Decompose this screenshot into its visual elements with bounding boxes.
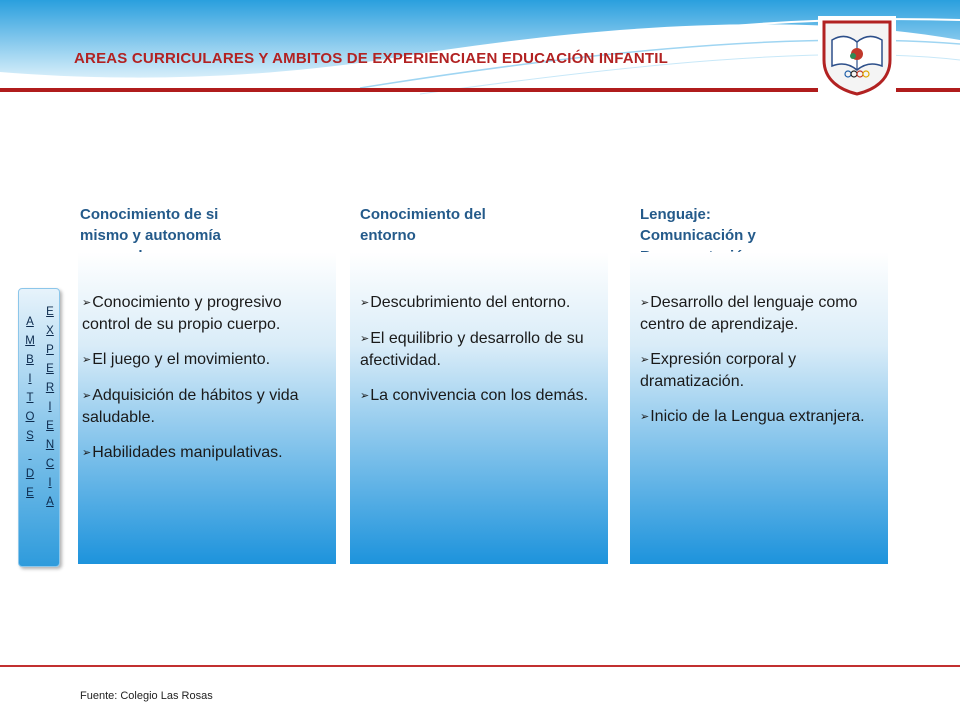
area-title-entorno: Conocimiento del entorno — [360, 206, 486, 244]
arrow-bullet-icon: ➢ — [82, 447, 92, 459]
page-title: AREAS CURRICULARES Y AMBITOS DE EXPERIENCIAEN EDUCACIÓN INFANTIL — [74, 50, 668, 67]
arrow-bullet-icon: ➢ — [640, 297, 650, 309]
arrow-bullet-icon: ➢ — [360, 390, 370, 402]
area-list-lenguaje — [640, 292, 890, 442]
area-panel-lenguaje — [630, 252, 888, 564]
list-item: ➢El juego y el movimiento. — [82, 349, 332, 371]
area-list-autonomia — [82, 292, 332, 478]
area-panel-autonomia — [78, 252, 336, 564]
arrow-bullet-icon: ➢ — [82, 354, 92, 366]
list-item: ➢La convivencia con los demás. — [360, 385, 610, 407]
arrow-bullet-icon: ➢ — [640, 411, 650, 423]
list-item: ➢Habilidades manipulativas. — [82, 442, 332, 464]
list-item: ➢Expresión corporal y dramatización. — [640, 351, 797, 390]
list-item: ➢Descubrimiento del entorno. — [360, 292, 610, 314]
header-divider — [0, 88, 960, 92]
arrow-bullet-icon: ➢ — [82, 297, 92, 309]
source-note: Fuente: Colegio Las Rosas — [80, 690, 213, 702]
area-title-lenguaje: Lenguaje: Comunicación y — [640, 206, 756, 244]
area-list-entorno — [360, 292, 610, 421]
arrow-bullet-icon: ➢ — [360, 333, 370, 345]
arrow-bullet-icon: ➢ — [360, 297, 370, 309]
area-panel-entorno — [350, 252, 608, 564]
area-title-autonomia: Conocimiento de si mismo y autonomía — [80, 206, 221, 244]
experiencia-letters: E X P E R I E N C I A — [45, 306, 55, 508]
list-item: ➢Conocimiento y progresivo control de su propio cuerpo. — [82, 294, 282, 333]
ambitos-de-letters: A M B I T O S D E — [25, 316, 35, 499]
list-item: ➢Inicio de la Lengua extranjera. — [640, 406, 890, 428]
ambitos-experiencia-label — [18, 288, 60, 567]
school-crest-logo — [818, 16, 896, 96]
footer-divider — [0, 665, 960, 667]
arrow-bullet-icon: ➢ — [640, 354, 650, 366]
list-item: ➢El equilibrio y desarrollo de su afectividad. — [360, 330, 584, 369]
arrow-bullet-icon: ➢ — [82, 390, 92, 402]
list-item: ➢Desarrollo del lenguaje como centro de aprendizaje. — [640, 294, 858, 333]
list-item: ➢Adquisición de hábitos y vida saludable. — [82, 387, 299, 426]
header-decoration — [0, 0, 960, 95]
